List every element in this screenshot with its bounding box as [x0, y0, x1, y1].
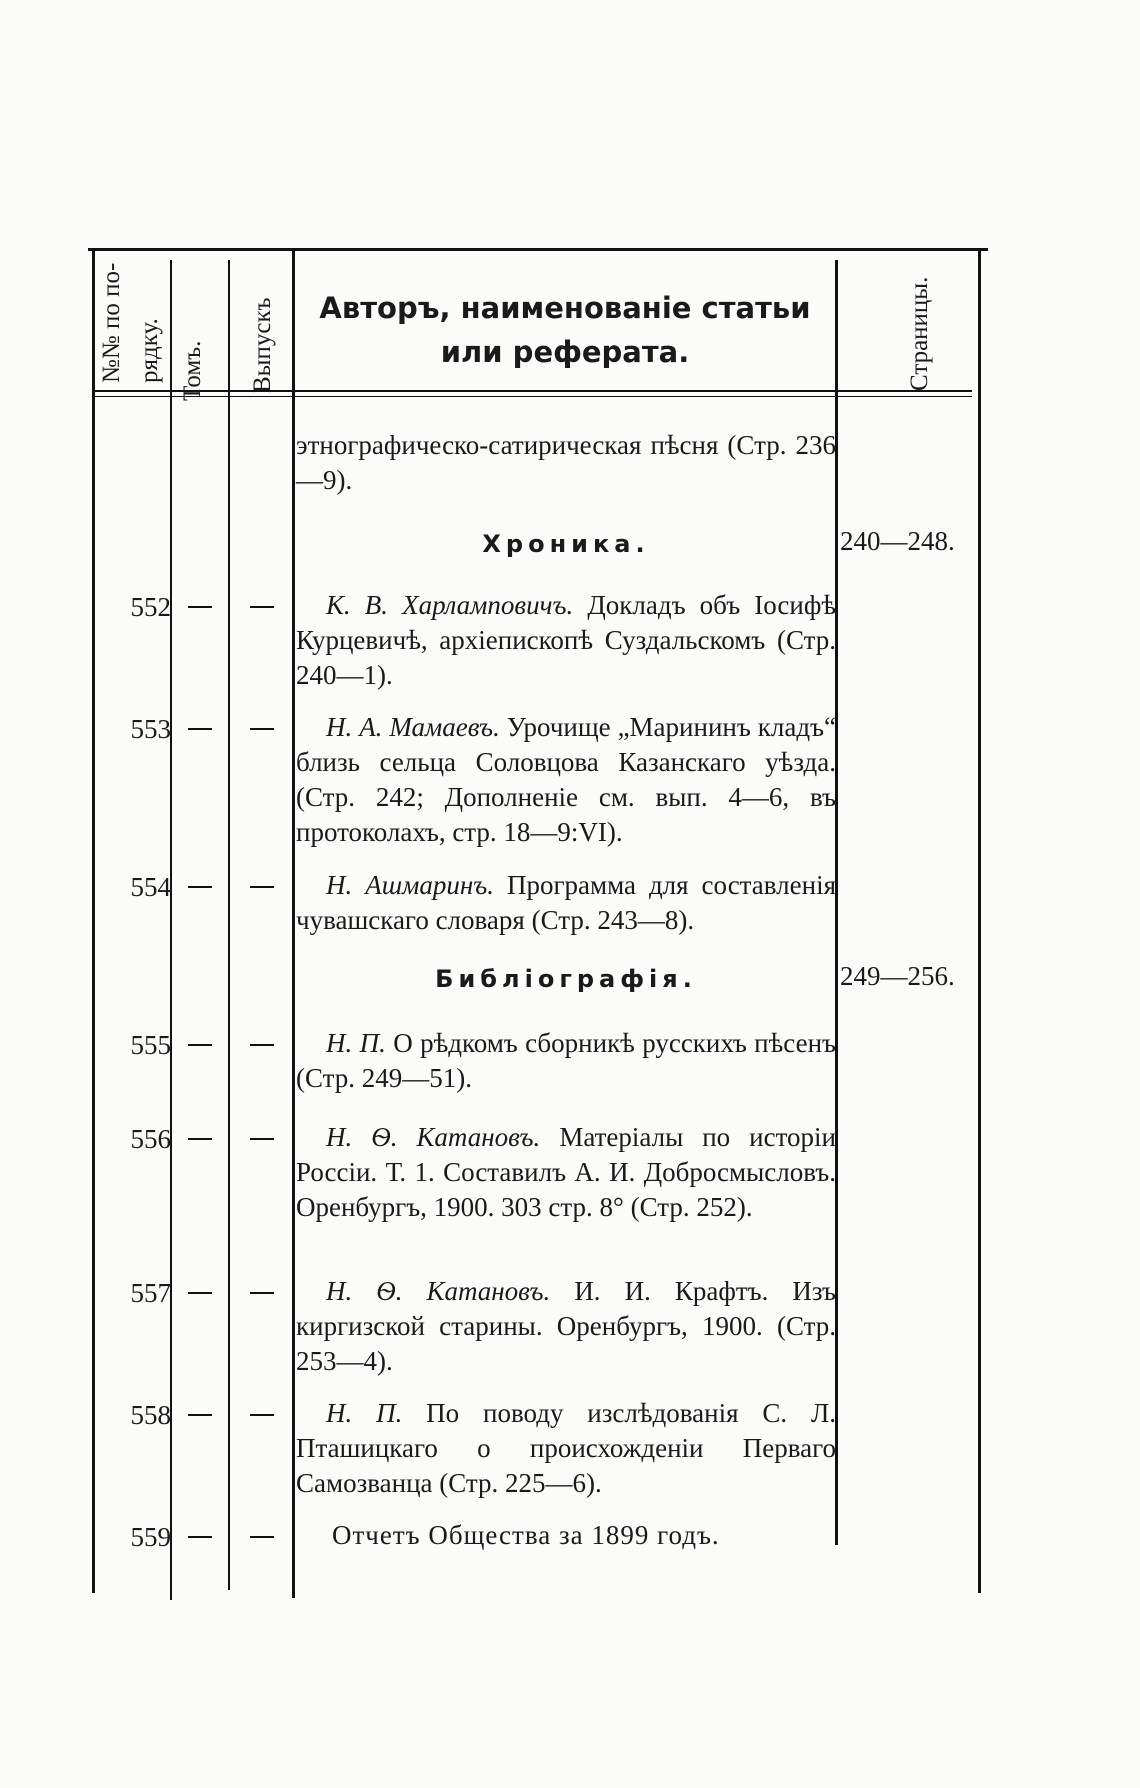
entry-text: [296, 1026, 836, 1096]
header-col-issue: Выпускъ: [249, 297, 276, 393]
entry-text: [296, 710, 836, 850]
entry-volume-dash: [188, 1414, 212, 1416]
entry-issue-dash: [250, 728, 274, 730]
entry-title: Докладъ объ Іосифѣ Курцевичѣ, архіепископѣ Суздальскомъ (Стр. 240—1).: [296, 590, 836, 690]
entry-author: Н. А. Мамаевъ.: [326, 712, 500, 742]
left-border: [92, 248, 95, 1593]
entry-issue-dash: [250, 1536, 274, 1538]
entry-number: 553: [130, 714, 171, 744]
entry-title: Отчетъ Общества за 1899 годъ.: [332, 1520, 720, 1550]
entry-issue-dash: [250, 1414, 274, 1416]
entry-author: К. В. Харламповичъ.: [326, 590, 574, 620]
col-divider-number: [170, 260, 172, 1600]
entry-author: Н. Ѳ. Катановъ.: [326, 1122, 541, 1152]
col-divider-issue: [292, 248, 295, 1598]
entry-volume-dash: [188, 886, 212, 888]
entry-number: 558: [130, 1400, 171, 1430]
entry-text: [296, 868, 836, 938]
entry-text: [296, 1274, 836, 1379]
entry-number: 554: [130, 872, 171, 902]
section-title-chronicle: Хроника.: [482, 530, 650, 558]
entry-text: [296, 1518, 836, 1553]
section-pages-chronicle: 240—248.: [840, 526, 955, 556]
entry-title: Урочище „Марининъ кладъ“ близь сельца Соловцова Казанскаго уѣзда. (Стр. 242; Дополненіе см. вып. 4—6, въ протоколахъ, стр. 18—9:VI).: [296, 712, 837, 847]
header-col-pages: Страницы.: [906, 276, 933, 391]
entry-author: Н. П.: [326, 1398, 403, 1428]
header-col-volume: Томъ.: [179, 340, 206, 401]
header-col-title-line2: или реферата.: [440, 335, 690, 369]
entry-issue-dash: [250, 1138, 274, 1140]
col-divider-volume: [228, 260, 230, 1590]
entry-text: [296, 1120, 836, 1225]
entry-author: Н. Ѳ. Катановъ.: [326, 1276, 551, 1306]
table-top-border: [88, 248, 988, 251]
entry-text: [296, 588, 836, 693]
entry-volume-dash: [188, 728, 212, 730]
header-col-title-line1: Авторъ, наименованіе статьи: [319, 291, 811, 325]
continuation-text: этнографическо-сатирическая пѣсня (Стр. 236—9).: [296, 430, 836, 495]
entry-volume-dash: [188, 1536, 212, 1538]
header-col-number-line1: №№ по по-: [98, 262, 125, 383]
entry-number: 552: [130, 592, 171, 622]
entry-title: И. И. Крафтъ. Изъ киргизской старины. Оренбургъ, 1900. (Стр. 253—4).: [296, 1276, 836, 1376]
entry-issue-dash: [250, 886, 274, 888]
entry-volume-dash: [188, 606, 212, 608]
right-border: [978, 248, 981, 1593]
entry-number: 559: [130, 1522, 171, 1552]
entry-title: Программа для составленія чувашскаго словаря (Стр. 243—8).: [296, 870, 837, 935]
header-col-title: [295, 286, 835, 374]
entry-author: Н. Ашмаринъ.: [326, 870, 494, 900]
header-bottom-border: [92, 390, 972, 392]
entry-number: 556: [130, 1124, 171, 1154]
entry-volume-dash: [188, 1138, 212, 1140]
entry-volume-dash: [188, 1044, 212, 1046]
entry-title: О рѣдкомъ сборникѣ русскихъ пѣсенъ (Стр. 249—51).: [296, 1028, 836, 1093]
entry-volume-dash: [188, 1292, 212, 1294]
entry-author: Н. П.: [326, 1028, 386, 1058]
entry-issue-dash: [250, 1044, 274, 1046]
entry-title: По поводу изслѣдованія С. Л. Пташицкаго о происхожденіи Перваго Самозванца (Стр. 225—6).: [296, 1398, 837, 1498]
entry-title: Матеріалы по исторіи Россіи. Т. 1. Составилъ А. И. Добросмысловъ. Оренбургъ, 1900. 303 стр. 8° (Стр. 252).: [296, 1122, 837, 1222]
header-bottom-border-inner: [92, 396, 972, 397]
section-title-bibliography: Библіографія.: [435, 965, 697, 993]
entry-issue-dash: [250, 606, 274, 608]
entry-issue-dash: [250, 1292, 274, 1294]
entry-number: 557: [130, 1278, 171, 1308]
section-pages-bibliography: 249—256.: [840, 961, 955, 991]
entry-text: [296, 1396, 836, 1501]
entry-number: 555: [130, 1030, 171, 1060]
header-col-number-line2: рядку.: [136, 318, 163, 383]
